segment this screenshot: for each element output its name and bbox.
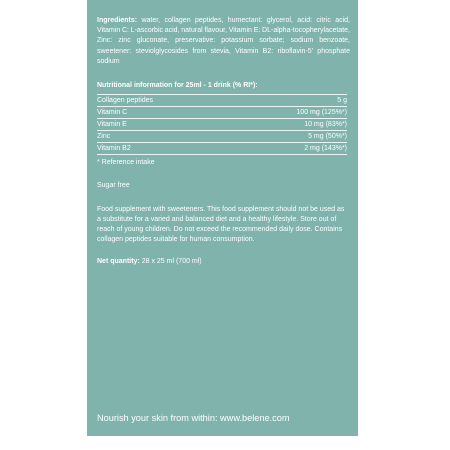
table-row xyxy=(97,95,347,107)
nutrient-amount: 2 mg (143%*) xyxy=(228,143,347,155)
label-content xyxy=(97,16,350,268)
nutrient-name: Vitamin E xyxy=(97,119,228,131)
table-row xyxy=(97,119,347,131)
ingredients-text: water, collagen peptides, humectant: glycerol, acid: citric acid, Vitamin C: L-ascorbic acid, natural flavour, Vitamin E: DL-alpha-tocopherylacetate, Zinc: zinc gluconate, preservative: potassium sorbate; sodium benzoate, sweetener: steviolglycosides from stevia, Vitamin B2: riboflavin-5' phosphate sodium xyxy=(97,17,350,65)
nutrition-table xyxy=(97,94,347,155)
nutrient-name: Vitamin C xyxy=(97,107,228,119)
nutrient-amount: 10 mg (83%*) xyxy=(228,119,347,131)
net-quantity-value: 28 x 25 ml (700 ml) xyxy=(139,258,202,266)
label-panel xyxy=(87,0,358,436)
table-row xyxy=(97,131,347,143)
net-quantity-label: Net quantity: xyxy=(97,258,140,266)
ingredients-paragraph xyxy=(97,16,350,67)
supplement-warning: Food supplement with sweeteners. This food supplement should not be used as a substitute for a varied and balanced diet and a healthy lifestyle. Store out of reach of young children. Do not exceed the recommended daily dose. Contains collagen peptides suitable for human consumption. xyxy=(97,205,345,244)
nutrient-amount: 5 g xyxy=(228,95,347,107)
sugar-free-label: Sugar free xyxy=(97,182,130,190)
ingredients-label: Ingredients: xyxy=(97,17,138,24)
table-row xyxy=(97,107,347,119)
nutrient-amount: 100 mg (125%*) xyxy=(228,107,347,119)
nutrition-heading: Nutritional information for 25ml - 1 drink (% RI*): xyxy=(97,82,258,90)
nutrient-amount: 5 mg (50%*) xyxy=(228,131,347,143)
nutrient-name: Zinc xyxy=(97,131,228,143)
table-row xyxy=(97,143,347,155)
net-quantity xyxy=(97,257,350,267)
footer-tagline: Nourish your skin from within: www.belene.com xyxy=(97,413,290,423)
nutrient-name: Collagen peptides xyxy=(97,95,228,107)
nutrient-name: Vitamin B2 xyxy=(97,143,228,155)
reference-intake-note: * Reference intake xyxy=(97,159,155,167)
